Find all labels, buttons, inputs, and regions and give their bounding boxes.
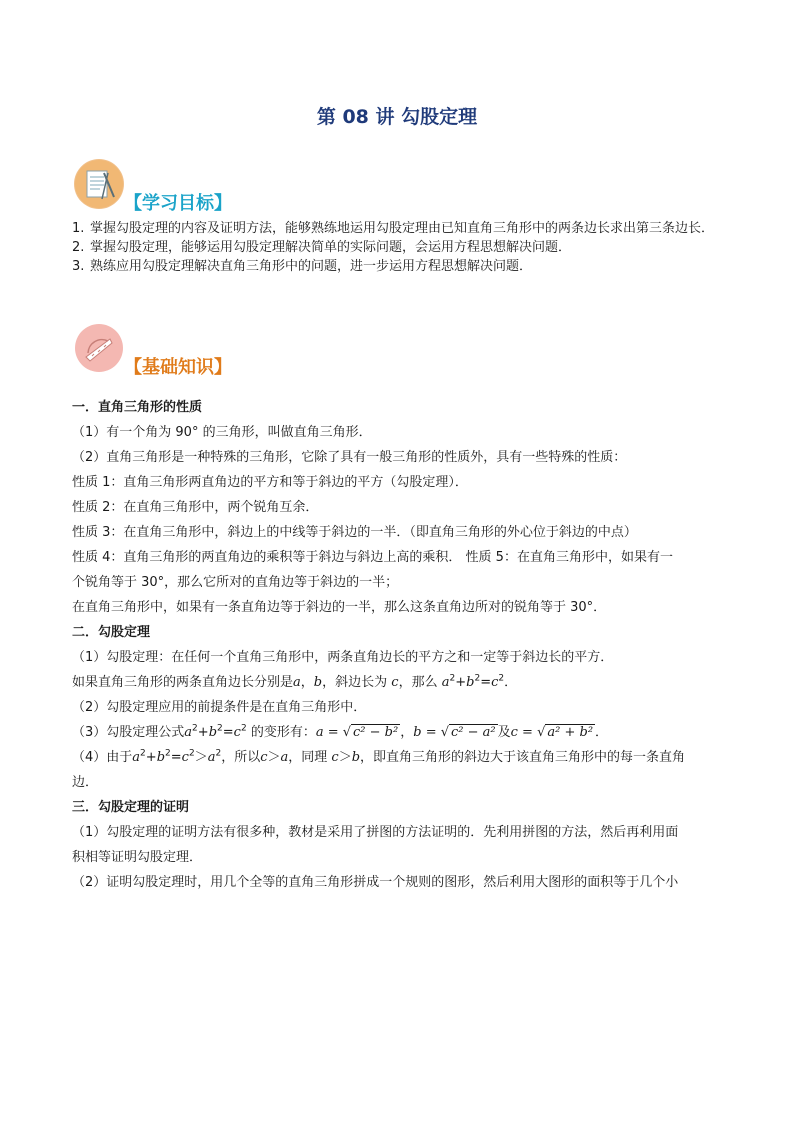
- paragraph: 性质 4：直角三角形的两直角边的乘积等于斜边与斜边上高的乘积． 性质 5：在直角三角形中，如果有一: [72, 550, 673, 565]
- notebook-ruler-icon: [74, 159, 124, 209]
- paragraph: （2）证明勾股定理时，用几个全等的直角三角形拼成一个规则的图形，然后利用大图形的面积等于几个小: [72, 875, 679, 890]
- goals-list: [72, 219, 732, 276]
- subsection-title: 二．勾股定理: [72, 625, 151, 640]
- subsection-title: 一．直角三角形的性质: [72, 400, 203, 415]
- paragraph: 如果直角三角形的两条直角边长分别是a，b，斜边长为 c，那么 $a^2+b^2=c^2$．: [72, 673, 518, 690]
- paragraph: 边．: [72, 775, 99, 790]
- paragraph: 在直角三角形中，如果有一条直角边等于斜边的一半，那么这条直角边所对的锐角等于 30°．: [72, 600, 607, 615]
- basic-section-header: [74, 323, 374, 379]
- goals-section-header: [74, 159, 374, 215]
- paragraph: 个锐角等于 30°，那么它所对的直角边等于斜边的一半；: [72, 575, 399, 590]
- basic-section-body: [72, 395, 734, 895]
- paragraph: （1）勾股定理：在任何一个直角三角形中，两条直角边长的平方之和一定等于斜边长的平方．: [72, 650, 614, 665]
- paragraph: （2）直角三角形是一种特殊的三角形，它除了具有一般三角形的性质外，具有一些特殊的性质：: [72, 450, 627, 465]
- basic-section-label: 【基础知识】: [124, 357, 232, 378]
- paragraph: 积相等证明勾股定理．: [72, 850, 203, 865]
- paragraph: （2）勾股定理应用的前提条件是在直角三角形中．: [72, 700, 367, 715]
- goal-item: 1. 掌握勾股定理的内容及证明方法，能够熟练地运用勾股定理由已知直角三角形中的两条边长求出第三条边长．: [72, 221, 715, 236]
- goal-item: 2. 掌握勾股定理，能够运用勾股定理解决简单的实际问题，会运用方程思想解决问题．: [72, 240, 572, 255]
- protractor-icon: [74, 323, 124, 373]
- page-title: 第 08 讲 勾股定理: [316, 106, 478, 128]
- paragraph: 性质 3：在直角三角形中，斜边上的中线等于斜边的一半．（即直角三角形的外心位于斜边的中点）: [72, 525, 637, 540]
- formula-c: c = √ a² + b²: [510, 725, 594, 740]
- goals-section-label: 【学习目标】: [124, 193, 232, 214]
- goal-item: 3. 熟练应用勾股定理解决直角三角形中的问题，进一步运用方程思想解决问题．: [72, 259, 533, 274]
- paragraph: （1）有一个角为 90° 的三角形，叫做直角三角形．: [72, 425, 372, 440]
- paragraph: （3）勾股定理公式$a^2+b^2=c^2$ 的变形有：a = √ c² − b² ，b = √ c² − a² 及c = √ a² + b² ．: [72, 720, 734, 745]
- paragraph: 性质 2：在直角三角形中，两个锐角互余．: [72, 500, 319, 515]
- paragraph: （4）由于$a^2+b^2=c^2>a^2$，所以c＞a，同理 c＞b，即直角三角形的斜边大于该直角三角形中的每一条直角: [72, 748, 686, 765]
- formula-a: a = √ c² − b²: [315, 725, 399, 740]
- subsection-title: 三．勾股定理的证明: [72, 800, 190, 815]
- paragraph: 性质 1：直角三角形两直角边的平方和等于斜边的平方（勾股定理）．: [72, 475, 468, 490]
- formula-b: b = √ c² − a²: [413, 725, 496, 740]
- paragraph: （1）勾股定理的证明方法有很多种，教材是采用了拼图的方法证明的．先利用拼图的方法，然后再利用面: [72, 825, 679, 840]
